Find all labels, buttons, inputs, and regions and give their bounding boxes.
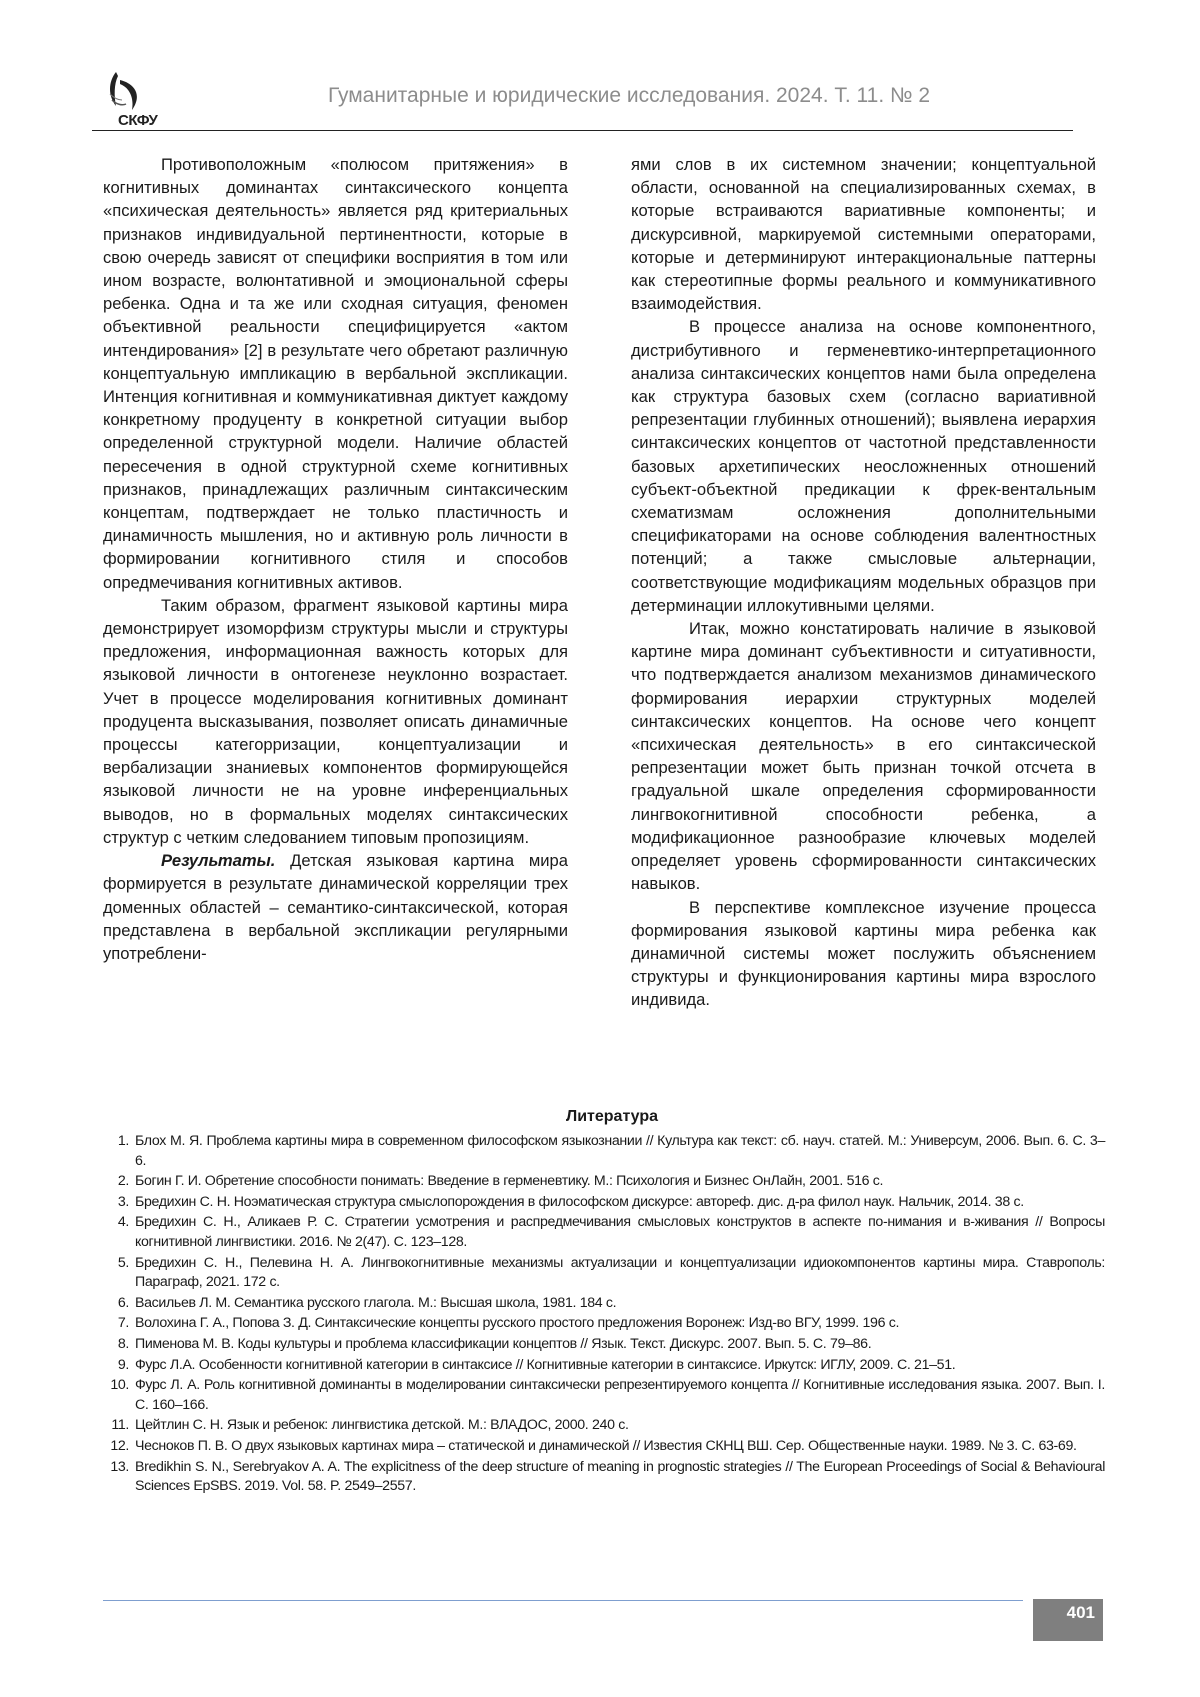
reference-text: Bredikhin S. N., Serebryakov A. A. The explicitness of the deep structure of meaning in prognostic strategies // The European Proceedings of Social & Behavioural Sciences EpSBS. 2019. Vol. 58. P. 2549–2557. (135, 1458, 1105, 1495)
reference-number: 11. (111, 1417, 129, 1434)
results-heading: Результаты. (161, 851, 276, 871)
reference-item (105, 1458, 1105, 1497)
reference-number: 6. (117, 1294, 129, 1311)
references-list (105, 1132, 1105, 1497)
right-column (631, 153, 1096, 1012)
reference-text: Волохина Г. А., Попова З. Д. Синтаксические концепты русского простого предложения Воронеж: Изд-во ВГУ, 1999. 196 с. (135, 1315, 900, 1332)
references-section (105, 1108, 1105, 1498)
journal-title: Гуманитарные и юридические исследования. 2024. Т. 11. № 2 (328, 84, 931, 107)
header-divider (92, 130, 1073, 131)
page-header (100, 62, 1070, 130)
reference-number: 12. (110, 1437, 129, 1454)
paragraph: Итак, можно констатировать наличие в языковой картине мира доминант субъективности и ситуативности, что подтверждается анализом механизмов динамического формирования иерархии структурных моделей синтаксических концептов. На основе чего концепт «психическая деятельность» в его синтаксической репрезентации может быть признан точкой отсчета в градуальной шкале определения сформированности лингвокогнитивной способности ребенка, а модификационное разнообразие ключевых моделей определяет уровень сформированности синтаксических навыков. (631, 619, 1096, 894)
reference-item (105, 1376, 1105, 1415)
reference-text: Бредихин С. Н., Пелевина Н. А. Лингвокогнитивные механизмы актуализации и концептуализации идиокомпонентов картины мира. Ставрополь: Параграф, 2021. 172 с. (135, 1254, 1105, 1291)
logo-text: СКФУ (118, 112, 158, 129)
paragraph: Противоположным «полюсом притяжения» в когнитивных доминантах синтаксического концепта «психическая деятельность» является ряд критериальных признаков индивидуальной пертинентности, которые в свою очередь зависят от специфики восприятия в том или ином возрасте, волюнтативной и эмоциональной сферы ребенка. Одна и та же или сходная ситуация, феномен объективной реальности специфицируется «актом интендирования» [2] в результате чего обретают различную концептуальную импликацию в вербальной экспликации. Интенция когнитивная и коммуникативная диктует каждому конкретному продуценту в конкретной ситуации выбор определенной структурной модели. Наличие областей пересечения в одной структурной схеме когнитивных признаков, принадлежащих различным синтаксическим концептам, подтверждает не только пластичность и динамичность мышления, но и активную роль личности в формировании когнитивного стиля и способов опредмечивания когнитивных активов. (103, 155, 568, 592)
reference-number: 8. (117, 1335, 129, 1352)
reference-number: 10. (110, 1377, 129, 1394)
page-number: 401 (1066, 1603, 1095, 1622)
reference-item (105, 1193, 1105, 1213)
reference-text: Бредихин С. Н., Аликаев Р. С. Стратегии усмотрения и распредмечивания смысловых конструктов в аспекте по-нимания и в-живания // Вопросы когнитивной лингвистики. 2016. № 2(47). С. 123–128. (135, 1214, 1105, 1250)
reference-text: Цейтлин С. Н. Язык и ребенок: лингвистика детской. М.: ВЛАДОС, 2000. 240 с. (135, 1417, 629, 1434)
reference-text: Богин Г. И. Обретение способности понимать: Введение в герменевтику. М.: Психология и Бизнес ОнЛайн, 2001. 516 с. (135, 1173, 884, 1190)
reference-item (105, 1132, 1105, 1171)
paragraph: В перспективе комплексное изучение процесса формирования языковой картины мира ребенка как динамичной системы может послужить объяснением структуры и функционирования картины мира взрослого индивида. (631, 897, 1096, 1010)
paragraph: ями слов в их системном значении; концептуальной области, основанной на специализированных схемах, в которые встраиваются вариативные компоненты; и дискурсивной, маркируемой системными операторами, которые и детерминируют интеракциональные паттерны как стереотипные формы реального и коммуникативного взаимодействия. (631, 155, 1096, 314)
left-column (103, 153, 568, 965)
reference-number: 3. (117, 1193, 129, 1210)
page-number-box (1033, 1599, 1103, 1641)
reference-item (105, 1437, 1105, 1457)
reference-number: 7. (117, 1315, 129, 1332)
reference-text: Блох М. Я. Проблема картины мира в современном философском языкознании // Культура как текст: сб. науч. статей. М.: Универсум, 2006. Вып. 6. С. 3–6. (135, 1133, 1105, 1169)
reference-text: Фурс Л.А. Особенности когнитивной категории в синтаксисе // Когнитивные категории в синтаксисе. Иркутск: ИГЛУ, 2009. С. 21–51. (135, 1356, 956, 1373)
reference-item (105, 1294, 1105, 1314)
reference-item (105, 1335, 1105, 1355)
reference-item (105, 1416, 1105, 1436)
reference-text: Пименова М. В. Коды культуры и проблема классификации концептов // Язык. Текст. Дискурс. 2007. Вып. 5. С. 79–86. (135, 1335, 872, 1352)
footer-divider (103, 1600, 1023, 1601)
reference-text: Фурс Л. А. Роль когнитивной доминанты в моделировании синтаксически репрезентируемого концепта // Когнитивные исследования языка. 2007. Вып. I. С. 160–166. (135, 1377, 1105, 1413)
reference-number: 9. (117, 1356, 129, 1373)
reference-item (105, 1172, 1105, 1192)
results-paragraph (103, 849, 568, 965)
reference-number: 13. (110, 1458, 129, 1475)
university-logo (100, 70, 170, 130)
reference-item (105, 1254, 1105, 1293)
references-title: Литература (565, 1108, 659, 1125)
paragraph: В процессе анализа на основе компонентного, дистрибутивного и герменевтико-интерпретационного анализа синтаксических концептов нами была определена как структура базовых схем (согласно вариативной репрезентации глубинных отношений); выявлена иерархия синтаксических концептов от частотной представленности базовых архетипических неосложненных отношений субъект-объектной предикации к фрек-вентальным схематизмам осложнения дополнительными спецификаторами на основе соблюдения валентностных потенций; а также смысловые альтернации, соответствующие модификациям модельных образцов при детерминации иллокутивными целями. (631, 317, 1096, 615)
reference-number: 1. (117, 1133, 129, 1149)
reference-text: Бредихин С. Н. Ноэматическая структура смыслопорождения в философском дискурсе: автореф. дис. д-ра филол наук. Нальчик, 2014. 38 с. (135, 1193, 1024, 1210)
reference-number: 2. (117, 1173, 129, 1190)
reference-item (105, 1314, 1105, 1334)
reference-text: Чесноков П. В. О двух языковых картинах мира – статической и динамической // Известия СКНЦ ВШ. Сер. Общественные науки. 1989. № 3. С. 63-69. (135, 1437, 1077, 1454)
reference-item (105, 1213, 1105, 1252)
phoenix-wing-icon (106, 70, 146, 116)
paragraph: Таким образом, фрагмент языковой картины мира демонстрирует изоморфизм структуры мысли и структуры предложения, информационная важность которых для языковой личности в онтогенезе неуклонно возрастает. Учет в процессе моделирования когнитивных доминант продуцента высказывания, позволяет описать динамичные процессы категорризации, концептуализации и вербализации знаниевых компонентов формирующейся языковой личности не на уровне инференциальных выводов, но в формальных моделях синтаксических структур с четким следованием типовым пропозициям. (103, 595, 568, 847)
reference-text: Васильев Л. М. Семантика русского глагола. М.: Высшая школа, 1981. 184 с. (135, 1294, 617, 1311)
reference-number: 4. (117, 1214, 129, 1231)
results-text: Детская языковая картина мира формируется в результате динамической корреляции трех доменных областей – семантико-синтаксической, которая представлена в вербальной экспликации регулярными употреблени- (103, 851, 568, 963)
reference-number: 5. (117, 1254, 129, 1271)
reference-item (105, 1356, 1105, 1376)
